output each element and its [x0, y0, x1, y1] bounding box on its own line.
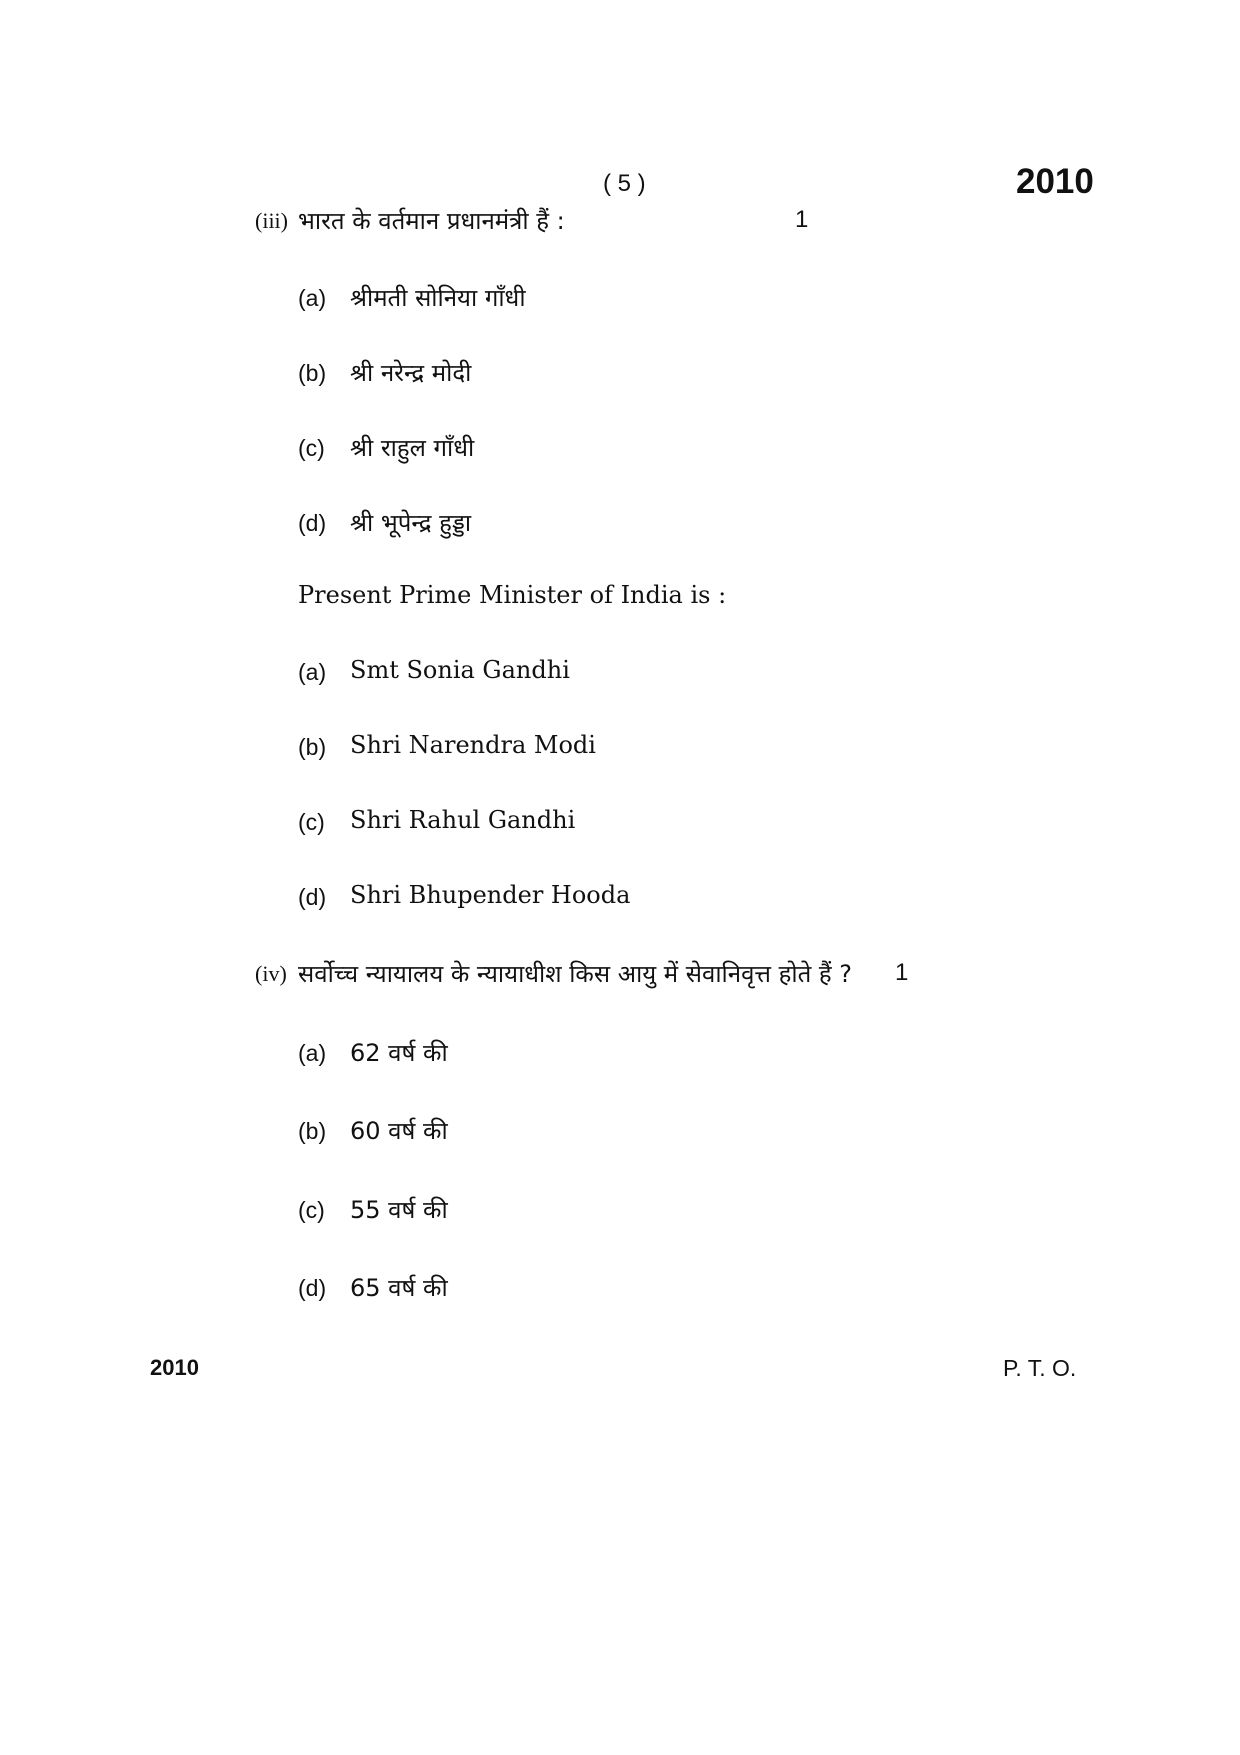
q4-option-d: 65 वर्ष की [350, 1274, 448, 1302]
q3-hindi-option-b: श्री नरेन्द्र मोदी [350, 359, 472, 387]
question-3-number: (iii) [255, 208, 288, 233]
question-3-marks: 1 [795, 206, 809, 233]
q4-option-c-label: (c) [298, 1197, 325, 1223]
q3-hindi-option-b-label: (b) [298, 360, 327, 386]
q3-english-option-a: Smt Sonia Gandhi [350, 656, 570, 684]
paper-code-header: 2010 [1016, 162, 1094, 201]
please-turn-over: P. T. O. [1003, 1355, 1077, 1381]
q4-option-d-label: (d) [298, 1275, 327, 1301]
q3-english-option-c-label: (c) [298, 809, 325, 835]
q4-option-c: 55 वर्ष की [350, 1196, 448, 1224]
question-4-number: (iv) [255, 961, 287, 986]
q3-english-option-b-label: (b) [298, 734, 327, 760]
question-4-marks: 1 [895, 959, 909, 986]
question-4-hindi-text: सर्वोच्च न्यायालय के न्यायाधीश किस आयु में सेवानिवृत्त होते हैं ? [298, 960, 853, 988]
q4-option-a: 62 वर्ष की [350, 1039, 448, 1067]
question-3-hindi-text: भारत के वर्तमान प्रधानमंत्री हैं : [298, 207, 565, 235]
q3-english-option-d-label: (d) [298, 884, 327, 910]
q3-hindi-option-d-label: (d) [298, 510, 327, 536]
q3-hindi-option-c-label: (c) [298, 435, 325, 461]
q4-option-a-label: (a) [298, 1040, 327, 1066]
q3-english-option-a-label: (a) [298, 659, 327, 685]
q3-english-option-c: Shri Rahul Gandhi [350, 806, 576, 834]
q3-english-option-d: Shri Bhupender Hooda [350, 881, 631, 909]
q3-hindi-option-c: श्री राहुल गाँधी [350, 434, 475, 462]
question-3-english-text: Present Prime Minister of India is : [298, 581, 727, 609]
q3-english-option-b: Shri Narendra Modi [350, 731, 596, 759]
q3-hindi-option-a-label: (a) [298, 285, 327, 311]
page-number: ( 5 ) [603, 170, 646, 197]
q3-hindi-option-d: श्री भूपेन्द्र हुड्डा [350, 509, 472, 537]
q4-option-b: 60 वर्ष की [350, 1117, 448, 1145]
q3-hindi-option-a: श्रीमती सोनिया गाँधी [350, 284, 526, 312]
q4-option-b-label: (b) [298, 1118, 327, 1144]
paper-code-footer: 2010 [150, 1355, 199, 1380]
